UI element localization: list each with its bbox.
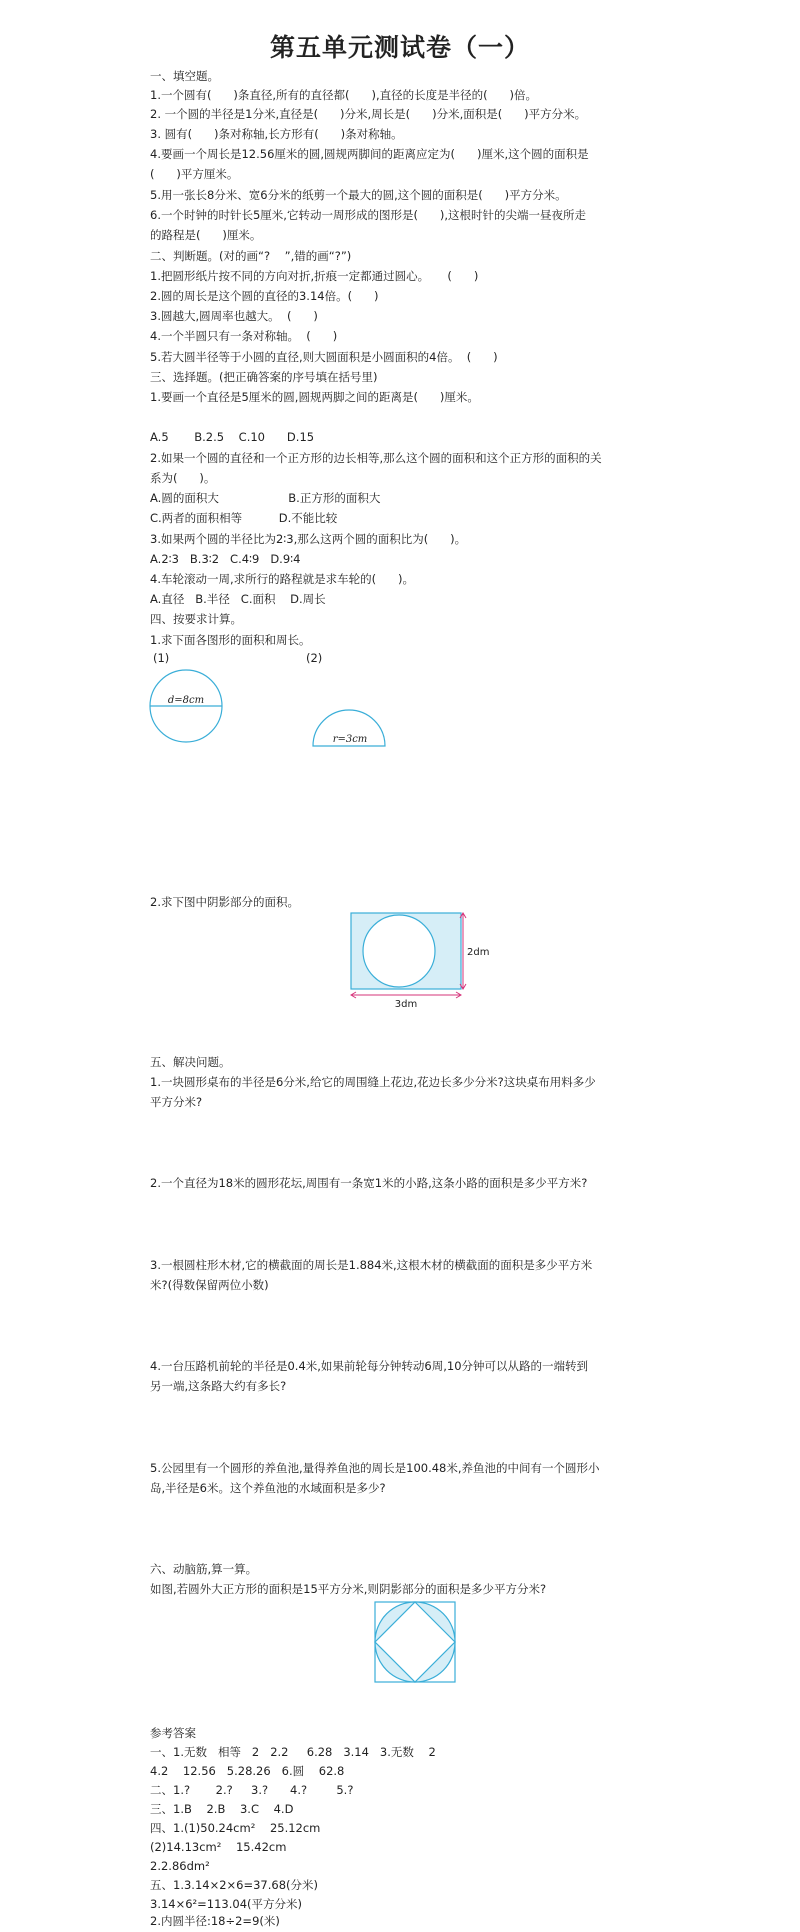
section-heading-choice: 三、选择题。(把正确答案的序号填在括号里) xyxy=(150,370,378,384)
question-line: 另一端,这条路大约有多长? xyxy=(150,1379,287,1393)
question-line: 5.若大圆半径等于小圆的直径,则大圆面积是小圆面积的4倍。 ( ) xyxy=(150,350,498,364)
section-heading-think: 六、动脑筋,算一算。 xyxy=(150,1562,258,1576)
question-line: 2.求下图中阴影部分的面积。 xyxy=(150,895,299,909)
question-line: 2.圆的周长是这个圆的直径的3.14倍。( ) xyxy=(150,289,379,303)
question-line: 3. 圆有( )条对称轴,长方形有( )条对称轴。 xyxy=(150,127,403,141)
question-line: 2.一个直径为18米的圆形花坛,周围有一条宽1米的小路,这条小路的面积是多少平方米? xyxy=(150,1176,588,1190)
question-line: 岛,半径是6米。这个养鱼池的水域面积是多少? xyxy=(150,1481,386,1495)
figure-label-2: (2) xyxy=(306,651,323,665)
question-line: 3.如果两个圆的半径比为2∶3,那么这两个圆的面积比为( )。 xyxy=(150,532,467,546)
question-line: 2. 一个圆的半径是1分米,直径是( )分米,周长是( )分米,面积是( )平方分米。 xyxy=(150,107,587,121)
circle-diameter-label: d=8cm xyxy=(167,695,205,706)
option-line: A.圆的面积大 B.正方形的面积大 xyxy=(150,491,381,505)
answer-line: 四、1.(1)50.24cm² 25.12cm xyxy=(150,1821,321,1835)
rect-width-label: 3dm xyxy=(394,999,418,1010)
answer-line: 4.2 12.56 5.28.26 6.圆 62.8 xyxy=(150,1764,345,1778)
answers-heading: 参考答案 xyxy=(150,1726,196,1740)
answer-line: 2.2.86dm² xyxy=(150,1859,210,1873)
question-line: 3.一根圆柱形木材,它的横截面的周长是1.884米,这根木材的横截面的面积是多少平方米 xyxy=(150,1258,593,1272)
answer-line: 一、1.无数 相等 2 2.2 6.28 3.14 3.无数 2 xyxy=(150,1745,436,1759)
square-circle-figure xyxy=(374,1601,456,1683)
section-heading-fill: 一、填空题。 xyxy=(150,69,219,83)
question-line: 1.一块圆形桌布的半径是6分米,给它的周围缝上花边,花边长多少分米?这块桌布用料多少 xyxy=(150,1075,596,1089)
question-line: 1.求下面各图形的面积和周长。 xyxy=(150,633,311,647)
question-line: 1.把圆形纸片按不同的方向对折,折痕一定都通过圆心。 ( ) xyxy=(150,269,479,283)
question-line: 如图,若圆外大正方形的面积是15平方分米,则阴影部分的面积是多少平方分米? xyxy=(150,1582,547,1596)
answer-line: 二、1.? 2.? 3.? 4.? 5.? xyxy=(150,1783,354,1797)
question-line: 米?(得数保留两位小数) xyxy=(150,1278,269,1292)
question-line: 4.要画一个周长是12.56厘米的圆,圆规两脚间的距离应定为( )厘米,这个圆的面积是 xyxy=(150,147,589,161)
option-line: A.5 B.2.5 C.10 D.15 xyxy=(150,430,315,444)
section-heading-solve: 五、解决问题。 xyxy=(150,1055,231,1069)
question-line: 系为( )。 xyxy=(150,471,216,485)
question-line: 1.一个圆有( )条直径,所有的直径都( ),直径的长度是半径的( )倍。 xyxy=(150,88,537,102)
shaded-rectangle-figure xyxy=(345,909,490,1010)
question-line: 6.一个时钟的时针长5厘米,它转动一周形成的图形是( ),这根时针的尖端一昼夜所走 xyxy=(150,208,587,222)
answer-line: 三、1.B 2.B 3.C 4.D xyxy=(150,1802,294,1816)
question-line: 的路程是( )厘米。 xyxy=(150,228,262,242)
question-line: 4.一台压路机前轮的半径是0.4米,如果前轮每分钟转动6周,10分钟可以从路的一端转到 xyxy=(150,1359,589,1373)
option-line: A.2∶3 B.3∶2 C.4∶9 D.9∶4 xyxy=(150,552,301,566)
answer-line: (2)14.13cm² 15.42cm xyxy=(150,1840,287,1854)
question-line: 4.一个半圆只有一条对称轴。 ( ) xyxy=(150,329,338,343)
rect-height-label: 2dm xyxy=(467,947,490,958)
question-line: 5.用一张长8分米、宽6分米的纸剪一个最大的圆,这个圆的面积是( )平方分米。 xyxy=(150,188,567,202)
section-heading-judge: 二、判断题。(对的画“? ”,错的画“?”) xyxy=(150,249,352,263)
answer-line: 3.14×6²=113.04(平方分米) xyxy=(150,1897,303,1911)
figure-label-1: (1) xyxy=(153,651,170,665)
semicircle-radius-label: r=3cm xyxy=(332,734,368,745)
question-line: 2.如果一个圆的直径和一个正方形的边长相等,那么这个圆的面积和这个正方形的面积的关 xyxy=(150,451,602,465)
answer-line: 2.内圆半径:18÷2=9(米) xyxy=(150,1914,280,1928)
question-line: 平方分米? xyxy=(150,1095,203,1109)
question-line: ( )平方厘米。 xyxy=(150,167,239,181)
question-line: 1.要画一个直径是5厘米的圆,圆规两脚之间的距离是( )厘米。 xyxy=(150,390,479,404)
semicircle-radius-figure xyxy=(310,704,390,750)
question-line: 4.车轮滚动一周,求所行的路程就是求车轮的( )。 xyxy=(150,572,415,586)
option-line: C.两者的面积相等 D.不能比较 xyxy=(150,511,338,525)
answer-line: 五、1.3.14×2×6=37.68(分米) xyxy=(150,1878,319,1892)
page-title: 第五单元测试卷（一） xyxy=(269,33,530,62)
question-line: 3.圆越大,圆周率也越大。 ( ) xyxy=(150,309,318,323)
circle-diameter-figure xyxy=(148,668,228,748)
option-line: A.直径 B.半径 C.面积 D.周长 xyxy=(150,592,326,606)
question-line: 5.公园里有一个圆形的养鱼池,量得养鱼池的周长是100.48米,养鱼池的中间有一个圆形小 xyxy=(150,1461,600,1475)
section-heading-calc: 四、按要求计算。 xyxy=(150,612,242,626)
